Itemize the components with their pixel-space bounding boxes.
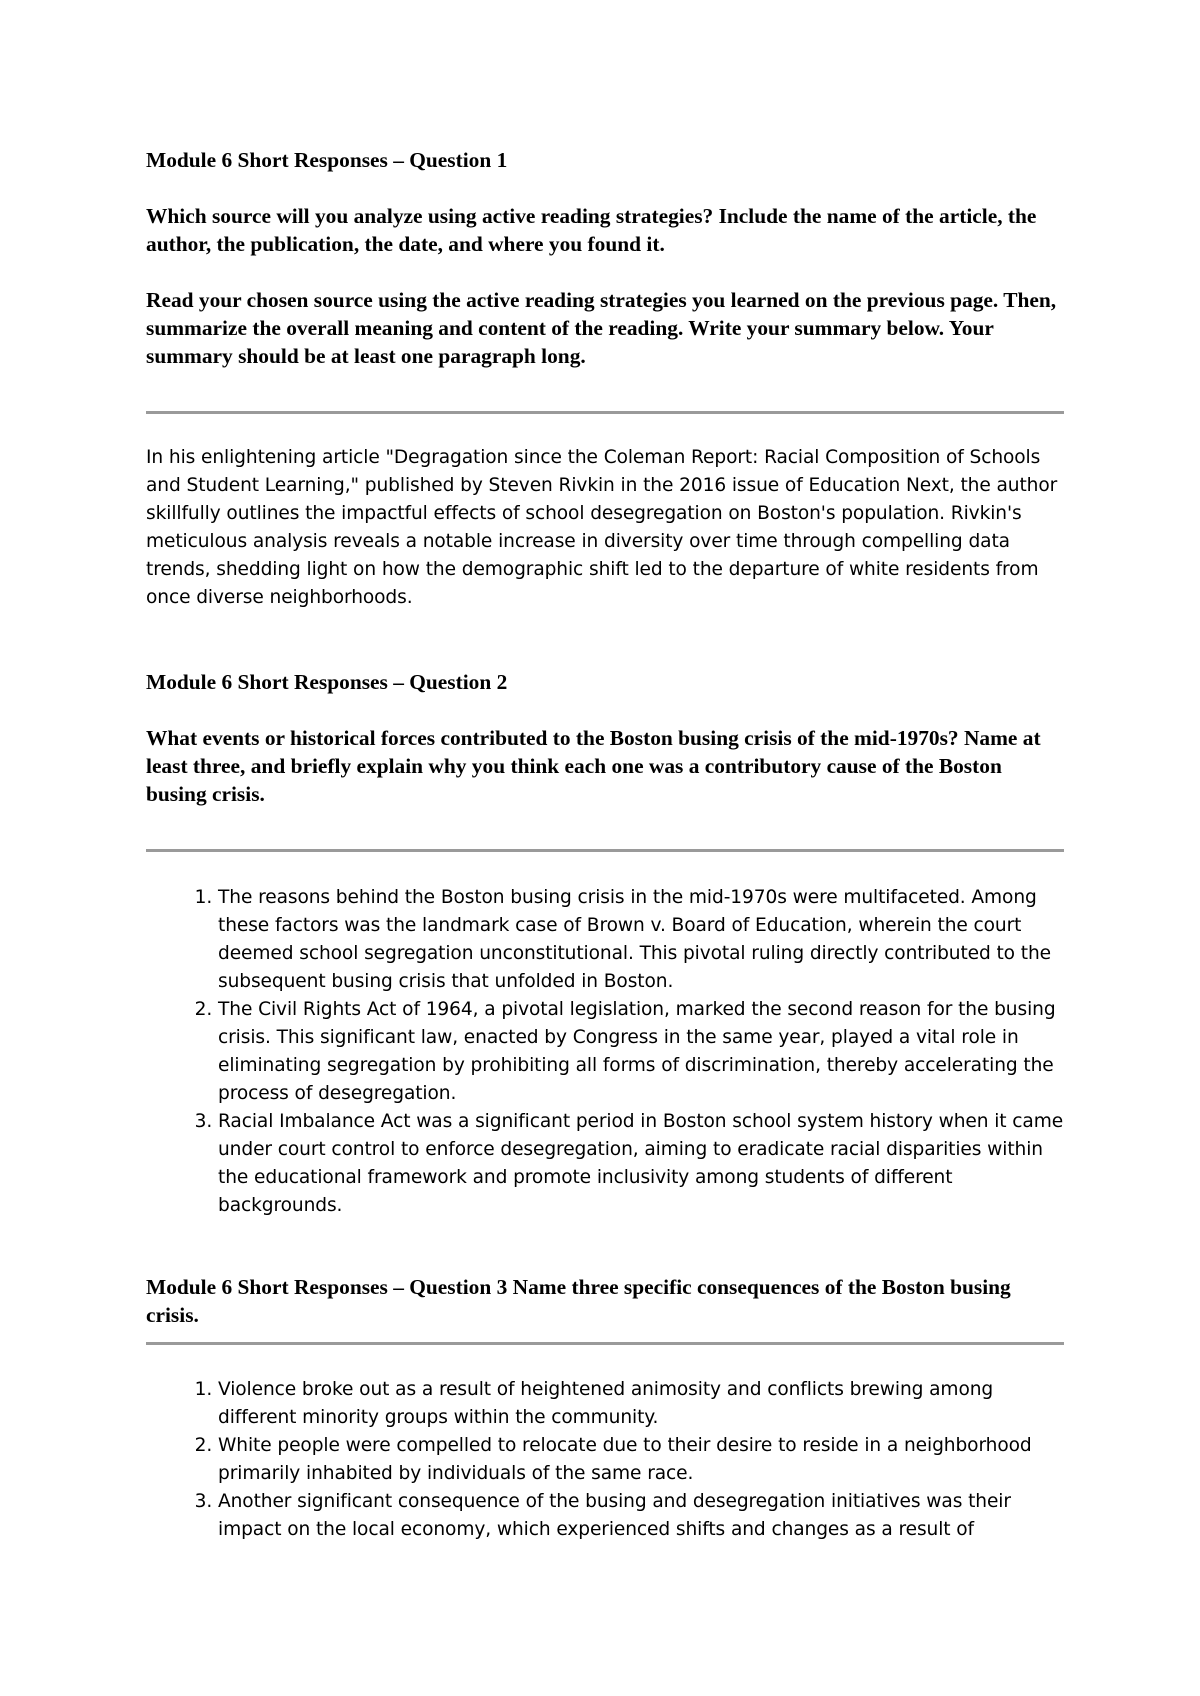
q1-heading: Module 6 Short Responses – Question 1 — [146, 148, 508, 172]
q1-prompt-summary: Read your chosen source using the active reading strategies you learned on the previous page. Then, summarize the overall meaning and content of the reading. Write your summary below. Your summary should be at least one paragraph long. — [146, 288, 1057, 368]
q2-answer-item: 3. Racial Imbalance Act was a significant period in Boston school system history when it came under court control to enforce desegregation, aiming to eradicate racial disparities within the educational framework and promote inclusivity among students of different backgrounds. — [218, 1108, 1064, 1220]
q3-answer-item: 3. Another significant consequence of the busing and desegregation initiatives was their impact on the local economy, which experienced shifts and changes as a result of — [218, 1488, 1064, 1544]
q1-prompt-source: Which source will you analyze using active reading strategies? Include the name of the article, the author, the publication, the date, and where you found it. — [146, 204, 1037, 256]
q2-heading: Module 6 Short Responses – Question 2 — [146, 670, 508, 694]
q3-answer-list — [146, 1376, 1064, 1544]
q1-divider — [146, 411, 1064, 414]
q2-answer-list — [146, 884, 1064, 1220]
q3-answer-item: 1. Violence broke out as a result of heightened animosity and conflicts brewing among different minority groups within the community. — [218, 1376, 1064, 1432]
q2-prompt: What events or historical forces contributed to the Boston busing crisis of the mid-1970s? Name at least three, and briefly explain why you think each one was a contributory cause of the Boston busing crisis. — [146, 726, 1041, 806]
q3-divider — [146, 1342, 1064, 1345]
q2-divider — [146, 849, 1064, 852]
document-page — [146, 0, 1064, 1696]
q2-answer-item: 1. The reasons behind the Boston busing crisis in the mid-1970s were multifaceted. Among these factors was the landmark case of Brown v. Board of Education, wherein the court deemed school segregation unconstitutional. This pivotal ruling directly contributed to the subsequent busing crisis that unfolded in Boston. — [218, 884, 1064, 996]
q3-answer-item: 2. White people were compelled to relocate due to their desire to reside in a neighborhood primarily inhabited by individuals of the same race. — [218, 1432, 1064, 1488]
q3-heading: Module 6 Short Responses – Question 3 Name three specific consequences of the Boston busing crisis. — [146, 1275, 1011, 1327]
q1-answer-paragraph: In his enlightening article "Degragation since the Coleman Report: Racial Composition of Schools and Student Learning," published by Steven Rivkin in the 2016 issue of Education Next, the author skillfully outlines the impactful effects of school desegregation on Boston's population. Rivkin's meticulous analysis reveals a notable increase in diversity over time through compelling data trends, shedding light on how the demographic shift led to the departure of white residents from once diverse neighborhoods. — [146, 447, 1058, 608]
q2-answer-item: 2. The Civil Rights Act of 1964, a pivotal legislation, marked the second reason for the busing crisis. This significant law, enacted by Congress in the same year, played a vital role in eliminating segregation by prohibiting all forms of discrimination, thereby accelerating the process of desegregation. — [218, 996, 1064, 1108]
